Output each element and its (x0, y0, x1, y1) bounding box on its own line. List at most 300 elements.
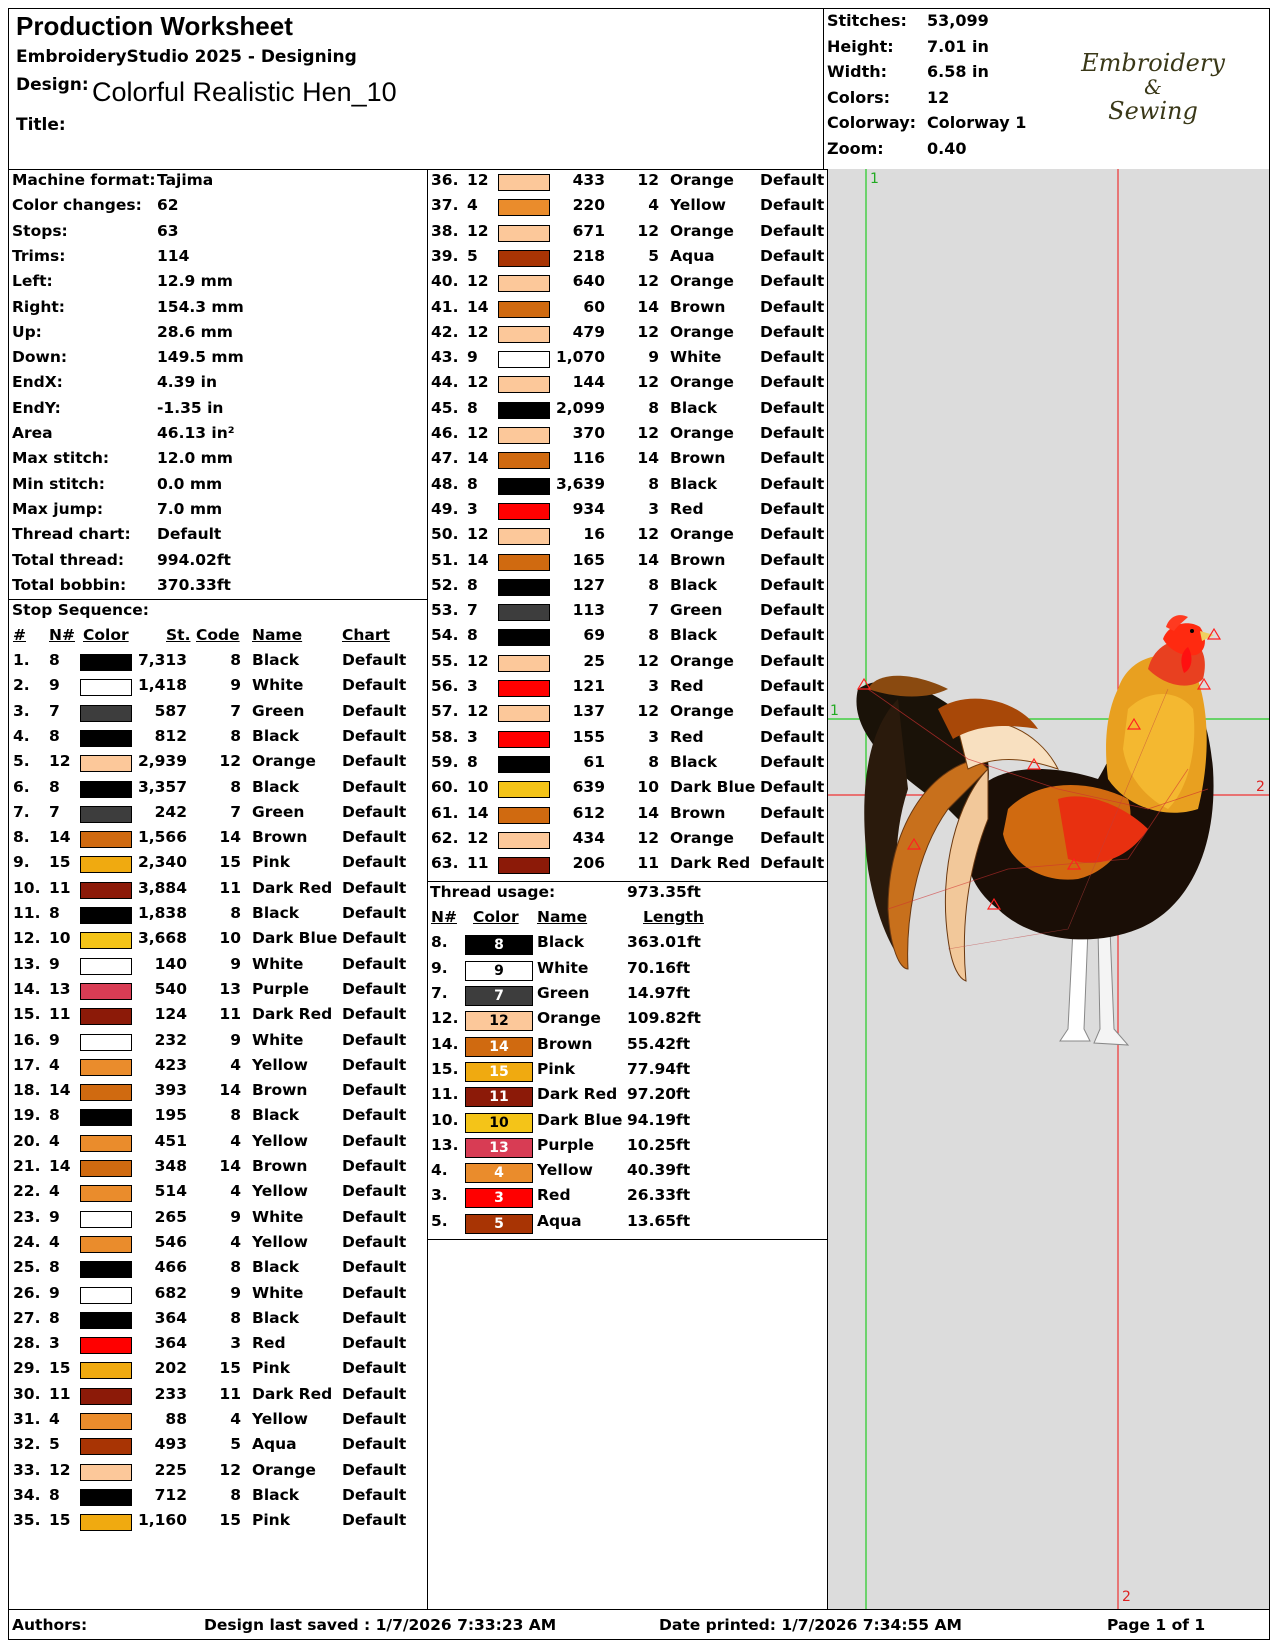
thread-name: Dark Red (252, 878, 333, 897)
usage-needle: 14. (431, 1034, 459, 1053)
thread-code: 10 (637, 778, 659, 797)
thread-name: Orange (670, 322, 734, 341)
worksheet-footer (9, 1609, 1270, 1640)
thread-code: 12 (637, 373, 659, 392)
thread-name: White (252, 1030, 304, 1049)
stitch-count: 514 (154, 1182, 187, 1201)
stop-sequence-row (427, 298, 827, 324)
stop-number: 16. (13, 1030, 41, 1049)
usage-name: Green (537, 984, 590, 1002)
stop-sequence-row (9, 651, 427, 677)
thread-code: 5 (648, 246, 659, 265)
needle-number: 13 (49, 979, 71, 998)
stop-sequence-row (9, 752, 427, 778)
usage-needle: 3. (431, 1186, 448, 1205)
stitch-count: 479 (572, 322, 605, 341)
stitch-count: 225 (154, 1460, 187, 1479)
stat-label: Colorway: (827, 113, 917, 132)
needle-number: 7 (49, 701, 60, 720)
needle-number: 8 (467, 752, 478, 771)
usage-color-swatch: 3 (465, 1188, 533, 1208)
stitch-count: 220 (572, 196, 605, 215)
thread-name: Brown (670, 449, 726, 468)
needle-number: 12 (49, 1460, 71, 1479)
thread-usage-divider (427, 881, 827, 882)
info-value: 63 (157, 221, 179, 240)
usage-length: 77.94ft (627, 1059, 691, 1078)
thread-name: White (252, 954, 304, 973)
thread-chart: Default (760, 246, 825, 265)
color-swatch (498, 174, 550, 191)
stop-number: 15. (13, 1005, 41, 1024)
stop-number: 37. (431, 196, 459, 215)
needle-number: 12 (467, 651, 489, 670)
info-label: EndY: (12, 398, 61, 417)
needle-number: 14 (467, 803, 489, 822)
stitch-count: 218 (572, 246, 605, 265)
stop-number: 17. (13, 1055, 41, 1074)
stitch-count: 121 (572, 677, 605, 695)
thread-chart: Default (342, 1435, 407, 1454)
thread-code: 8 (230, 726, 241, 745)
stat-value: Colorway 1 (927, 113, 1027, 132)
thread-name: White (252, 1207, 304, 1226)
stitch-count: 712 (154, 1485, 187, 1504)
thread-code: 14 (637, 803, 659, 822)
stop-sequence-row (427, 829, 827, 855)
needle-number: 14 (467, 449, 489, 468)
usage-length: 40.39ft (627, 1161, 691, 1180)
thread-name: Orange (670, 424, 734, 442)
stitch-count: 393 (154, 1081, 187, 1100)
needle-number: 15 (49, 853, 71, 872)
usage-color-swatch: 9 (465, 961, 533, 981)
color-swatch (80, 1464, 132, 1481)
stat-label: Stitches: (827, 11, 907, 30)
worksheet-title: Production Worksheet (16, 11, 293, 41)
usage-needle: 11. (431, 1085, 459, 1104)
thread-chart: Default (760, 449, 825, 468)
color-swatch (80, 1438, 132, 1455)
thread-name: Yellow (252, 1410, 308, 1428)
needle-number: 9 (49, 1207, 60, 1226)
needle-number: 3 (467, 677, 478, 695)
thread-name: Brown (252, 1081, 308, 1100)
color-swatch (498, 579, 550, 596)
stop-sequence-row (9, 1081, 427, 1107)
thread-chart: Default (760, 297, 825, 316)
thread-chart: Default (342, 1384, 407, 1403)
stitch-count: 370 (572, 424, 605, 442)
stitch-count: 2,939 (137, 752, 187, 771)
usage-name: White (537, 958, 589, 977)
stat-value: 53,099 (927, 11, 989, 30)
needle-number: 15 (49, 1511, 71, 1530)
color-swatch (80, 1211, 132, 1228)
stop-number: 26. (13, 1283, 41, 1302)
color-swatch (498, 275, 550, 292)
stitch-count: 812 (154, 726, 187, 745)
stat-value: 0.40 (927, 138, 967, 158)
thread-chart: Default (342, 1005, 407, 1024)
stop-sequence-row (427, 728, 827, 754)
stop-number: 1. (13, 651, 30, 669)
stop-number: 63. (431, 854, 459, 873)
stitch-count: 540 (154, 979, 187, 998)
thread-chart: Default (760, 525, 825, 544)
stop-number: 49. (431, 499, 459, 518)
stop-number: 46. (431, 424, 459, 442)
info-value: 0.0 mm (157, 474, 223, 493)
thread-code: 11 (219, 1005, 241, 1024)
stop-header-stitches: St. (166, 626, 191, 644)
stop-sequence-row (427, 348, 827, 374)
stop-sequence-row (427, 222, 827, 248)
needle-number: 8 (467, 398, 478, 417)
color-swatch (498, 528, 550, 545)
stitch-count: 61 (583, 752, 605, 771)
stop-sequence-row (427, 652, 827, 678)
stop-sequence-row (427, 373, 827, 399)
info-value: 12.0 mm (157, 449, 233, 468)
thread-name: Orange (252, 752, 316, 771)
info-value: Tajima (157, 171, 214, 189)
thread-chart: Default (342, 1232, 407, 1251)
thread-code: 4 (230, 1131, 241, 1150)
needle-number: 9 (49, 954, 60, 973)
info-value: 154.3 mm (157, 297, 244, 316)
usage-needle: 15. (431, 1059, 459, 1078)
color-swatch (498, 225, 550, 242)
stop-number: 27. (13, 1308, 41, 1327)
usage-color-swatch: 11 (465, 1087, 533, 1107)
stitch-count: 423 (154, 1055, 187, 1074)
thread-code: 12 (219, 1460, 241, 1479)
thread-chart: Default (342, 1485, 407, 1504)
thread-name: Brown (252, 1157, 308, 1175)
needle-number: 8 (49, 777, 60, 796)
stop-sequence-row (427, 551, 827, 577)
usage-length: 363.01ft (627, 933, 701, 952)
thread-name: Black (252, 904, 300, 922)
thread-chart: Default (760, 196, 825, 215)
stat-value: 12 (927, 87, 950, 107)
usage-name: Dark Blue (537, 1110, 623, 1129)
stitch-count: 587 (154, 701, 187, 720)
stitch-count: 242 (154, 802, 187, 821)
color-swatch (498, 402, 550, 419)
stitch-count: 140 (154, 954, 187, 973)
thread-name: Yellow (670, 196, 726, 215)
brand-logo (1035, 9, 1270, 169)
thread-name: Green (670, 601, 723, 620)
stop-sequence-row (9, 1334, 427, 1360)
thread-chart: Default (760, 474, 825, 493)
info-label: Right: (12, 297, 65, 316)
machine-info-row (12, 171, 422, 197)
thread-chart: Default (760, 752, 825, 771)
thread-code: 15 (219, 1511, 241, 1530)
color-swatch (80, 1008, 132, 1025)
thread-code: 13 (219, 979, 241, 998)
thread-code: 12 (637, 525, 659, 544)
color-swatch (498, 756, 550, 773)
color-swatch (80, 831, 132, 848)
color-swatch (498, 781, 550, 798)
needle-number: 3 (467, 499, 478, 518)
thread-chart: Default (342, 1081, 407, 1100)
header-info (12, 9, 827, 169)
usage-color-swatch: 10 (465, 1113, 533, 1133)
thread-code: 8 (648, 752, 659, 771)
thread-name: Green (252, 802, 305, 821)
stop-sequence-row (9, 676, 427, 702)
thread-name: Purple (252, 979, 309, 998)
color-swatch (80, 679, 132, 696)
stitch-count: 155 (572, 727, 605, 746)
thread-code: 14 (637, 550, 659, 569)
usage-header-length: Length (643, 908, 704, 927)
thread-name: Black (252, 1485, 300, 1504)
info-value: 12.9 mm (157, 272, 233, 291)
stop-number: 36. (431, 171, 459, 189)
thread-code: 15 (219, 853, 241, 872)
stop-number: 41. (431, 297, 459, 316)
stop-sequence-row (427, 500, 827, 526)
worksheet-header (9, 9, 1270, 170)
stitch-count: 232 (154, 1030, 187, 1049)
needle-number: 14 (49, 1157, 71, 1175)
thread-chart: Default (342, 1334, 407, 1353)
thread-usage-row (427, 984, 827, 1010)
thread-code: 12 (219, 752, 241, 771)
thread-name: Red (252, 1334, 286, 1353)
thread-chart: Default (760, 828, 825, 847)
color-swatch (80, 1185, 132, 1202)
color-swatch (80, 1135, 132, 1152)
needle-number: 8 (49, 1106, 60, 1125)
color-swatch (498, 554, 550, 571)
thread-chart: Default (760, 702, 825, 721)
thread-name: Orange (670, 373, 734, 392)
stat-row (827, 88, 1032, 114)
info-label: Min stitch: (12, 474, 105, 493)
stitch-count: 3,884 (137, 878, 187, 897)
stop-number: 39. (431, 246, 459, 265)
stitch-count: 1,418 (137, 676, 187, 695)
needle-number: 14 (49, 828, 71, 847)
needle-number: 12 (467, 373, 489, 392)
stop-sequence-row (9, 980, 427, 1006)
needle-number: 4 (49, 1055, 60, 1074)
info-label: Trims: (12, 246, 66, 265)
color-swatch (80, 1287, 132, 1304)
info-label: Thread chart: (12, 525, 131, 544)
thread-code: 14 (219, 1081, 241, 1100)
needle-number: 5 (49, 1435, 60, 1454)
usage-needle: 4. (431, 1161, 448, 1180)
thread-usage-row (427, 1085, 827, 1111)
color-swatch (80, 730, 132, 747)
stop-sequence-row (9, 1461, 427, 1487)
stop-sequence-row (427, 778, 827, 804)
stitch-count: 433 (572, 171, 605, 189)
stat-value: 7.01 in (927, 36, 989, 56)
stop-number: 40. (431, 272, 459, 291)
thread-chart: Default (342, 1207, 407, 1226)
thread-chart: Default (342, 1308, 407, 1327)
info-label: Down: (12, 348, 68, 367)
thread-chart: Default (342, 802, 407, 821)
thread-name: Brown (670, 297, 726, 316)
stop-number: 47. (431, 449, 459, 468)
stop-sequence-row (9, 1486, 427, 1512)
needle-number: 12 (467, 272, 489, 291)
needle-number: 5 (467, 246, 478, 265)
thread-chart: Default (342, 878, 407, 897)
machine-info-row (12, 399, 422, 425)
thread-usage-row (427, 1136, 827, 1162)
stop-number: 34. (13, 1485, 41, 1504)
machine-info-row (12, 222, 422, 248)
usage-needle: 13. (431, 1135, 459, 1154)
usage-name: Dark Red (537, 1085, 618, 1104)
color-swatch (80, 983, 132, 1000)
color-swatch (80, 882, 132, 899)
stitch-count: 116 (572, 449, 605, 468)
stop-number: 4. (13, 726, 30, 745)
thread-name: Black (670, 398, 718, 417)
stop-sequence-row (427, 424, 827, 450)
stop-number: 30. (13, 1384, 41, 1403)
usage-length: 10.25ft (627, 1135, 691, 1154)
needle-number: 4 (49, 1131, 60, 1150)
usage-header-name: Name (537, 908, 588, 927)
stitch-count: 2,340 (137, 853, 187, 872)
stop-sequence-row (427, 449, 827, 475)
info-label: Machine format: (12, 171, 156, 189)
thread-chart: Default (342, 1511, 407, 1530)
thread-code: 8 (230, 1106, 241, 1125)
title-label: Title: (16, 115, 66, 135)
stitch-count: 3,357 (137, 777, 187, 796)
needle-number: 12 (467, 702, 489, 721)
stop-number: 35. (13, 1511, 41, 1530)
stop-number: 56. (431, 677, 459, 695)
stop-number: 60. (431, 778, 459, 797)
stop-number: 51. (431, 550, 459, 569)
hen-design-preview (828, 169, 1270, 1609)
thread-chart: Default (342, 1460, 407, 1479)
logo-line-2: & (1144, 75, 1162, 99)
color-swatch (498, 629, 550, 646)
guide-label-h1: 1 (830, 703, 839, 719)
stop-sequence-row (9, 929, 427, 955)
stitch-count: 88 (165, 1410, 187, 1428)
info-label: Total thread: (12, 550, 125, 569)
needle-number: 8 (49, 651, 60, 669)
usage-color-swatch: 15 (465, 1062, 533, 1082)
stitch-count: 113 (572, 601, 605, 620)
thread-code: 8 (230, 777, 241, 796)
thread-name: White (252, 1283, 304, 1302)
needle-number: 8 (49, 1258, 60, 1277)
thread-chart: Default (760, 171, 825, 189)
stop-number: 53. (431, 601, 459, 620)
thread-chart: Default (760, 499, 825, 518)
stop-sequence-row (9, 904, 427, 930)
stop-sequence-row (9, 1056, 427, 1082)
info-label: Up: (12, 322, 42, 341)
thread-code: 8 (230, 651, 241, 669)
thread-chart: Default (342, 701, 407, 720)
machine-info-row (12, 475, 422, 501)
thread-chart: Default (342, 1030, 407, 1049)
stop-sequence-row (9, 1005, 427, 1031)
machine-info-row (12, 449, 422, 475)
thread-name: Orange (252, 1460, 316, 1479)
thread-chart: Default (342, 752, 407, 771)
thread-chart: Default (760, 626, 825, 645)
footer-authors: Authors: (12, 1616, 88, 1634)
stop-sequence-row (9, 1385, 427, 1411)
thread-name: Red (670, 727, 704, 746)
thread-name: Orange (670, 828, 734, 847)
stop-header-name: Name (252, 626, 303, 644)
stitch-count: 206 (572, 854, 605, 873)
stitch-count: 934 (572, 499, 605, 518)
thread-code: 3 (648, 499, 659, 518)
stop-number: 19. (13, 1106, 41, 1125)
color-swatch (498, 452, 550, 469)
info-value: 7.0 mm (157, 499, 223, 518)
needle-number: 14 (467, 550, 489, 569)
usage-name: Red (537, 1186, 571, 1205)
thread-name: Yellow (252, 1131, 308, 1150)
thread-name: Dark Red (252, 1384, 333, 1403)
thread-code: 9 (230, 954, 241, 973)
thread-code: 8 (648, 626, 659, 645)
usage-color-swatch: 8 (465, 935, 533, 955)
needle-number: 12 (467, 171, 489, 189)
thread-code: 12 (637, 651, 659, 670)
thread-code: 9 (230, 1283, 241, 1302)
stop-sequence-row (427, 247, 827, 273)
thread-name: Pink (252, 1511, 291, 1530)
design-stats (823, 9, 1036, 169)
stitch-count: 16 (583, 525, 605, 544)
needle-number: 8 (467, 575, 478, 594)
stop-number: 33. (13, 1460, 41, 1479)
thread-usage-row (427, 1035, 827, 1061)
thread-code: 12 (637, 221, 659, 240)
usage-color-swatch: 5 (465, 1214, 533, 1234)
needle-number: 8 (49, 726, 60, 745)
info-value: 28.6 mm (157, 322, 233, 341)
needle-number: 11 (49, 1384, 71, 1403)
thread-chart: Default (342, 904, 407, 922)
thread-name: White (252, 676, 304, 695)
needle-number: 7 (49, 802, 60, 821)
thread-name: Orange (670, 221, 734, 240)
thread-usage-row (427, 959, 827, 985)
usage-length: 94.19ft (627, 1110, 691, 1129)
needle-number: 14 (467, 297, 489, 316)
color-swatch (498, 705, 550, 722)
stitch-count: 671 (572, 221, 605, 240)
stitch-count: 1,070 (555, 348, 605, 367)
thread-usage-row (427, 1212, 827, 1238)
